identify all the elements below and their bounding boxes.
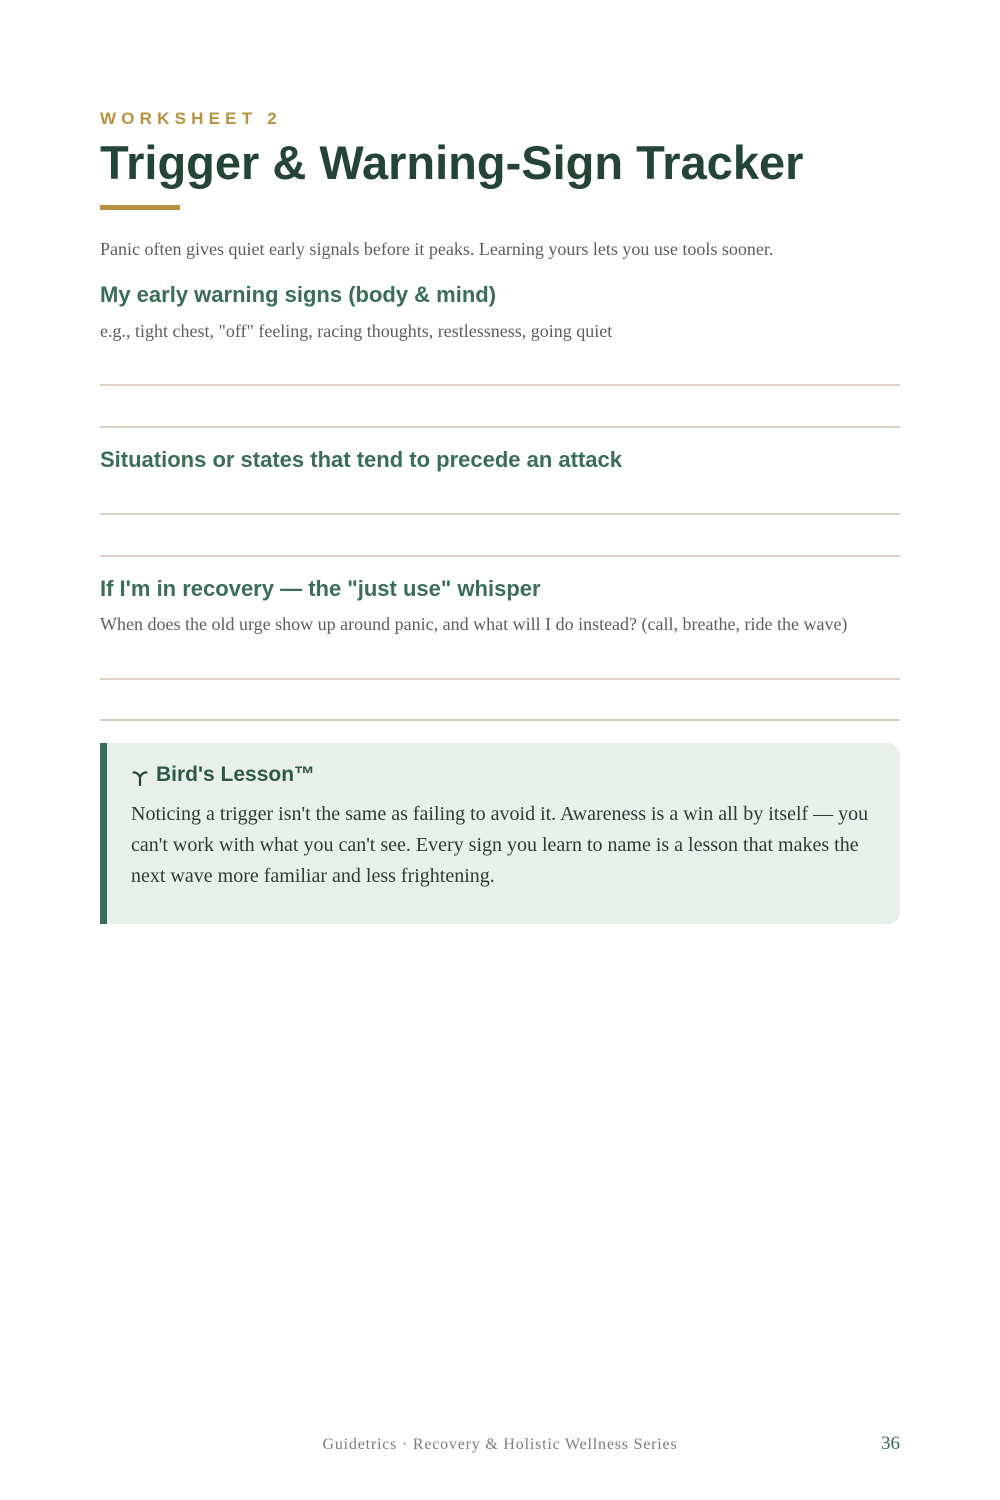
section-heading-warning-signs: My early warning signs (body & mind)	[100, 282, 497, 307]
section-heading-recovery-whisper: If I'm in recovery — the "just use" whisper	[100, 576, 541, 601]
lesson-text: Noticing a trigger isn't the same as failing to avoid it. Awareness is a win all by itself — you can't work with what you can't see. Every sign you learn to name is a lesson that makes the next wave more familiar and less frightening.	[131, 803, 869, 887]
title-underline	[100, 205, 180, 210]
birds-lesson-callout	[100, 743, 900, 924]
footer-series-title: Guidetrics · Recovery & Holistic Wellness Series	[322, 1436, 678, 1453]
section-hint-recovery-whisper: When does the old urge show up around panic, and what will I do instead? (call, breathe, ride the wave)	[100, 614, 848, 634]
write-line[interactable]	[100, 426, 900, 428]
lesson-title: Bird's Lesson™	[156, 763, 316, 786]
write-line[interactable]	[100, 384, 900, 386]
worksheet-eyebrow: WORKSHEET 2	[100, 109, 282, 128]
write-line[interactable]	[100, 555, 900, 557]
sprout-icon	[132, 766, 148, 784]
write-line[interactable]	[100, 719, 900, 721]
page-title: Trigger & Warning-Sign Tracker	[100, 136, 804, 189]
page-number: 36	[881, 1433, 900, 1454]
write-line[interactable]	[100, 513, 900, 515]
intro-text: Panic often gives quiet early signals before it peaks. Learning yours lets you use tools sooner.	[100, 239, 774, 259]
section-heading-situations: Situations or states that tend to precede an attack	[100, 447, 623, 472]
write-line[interactable]	[100, 678, 900, 680]
lesson-header	[132, 761, 315, 789]
section-hint-warning-signs: e.g., tight chest, "off" feeling, racing thoughts, restlessness, going quiet	[100, 321, 613, 341]
